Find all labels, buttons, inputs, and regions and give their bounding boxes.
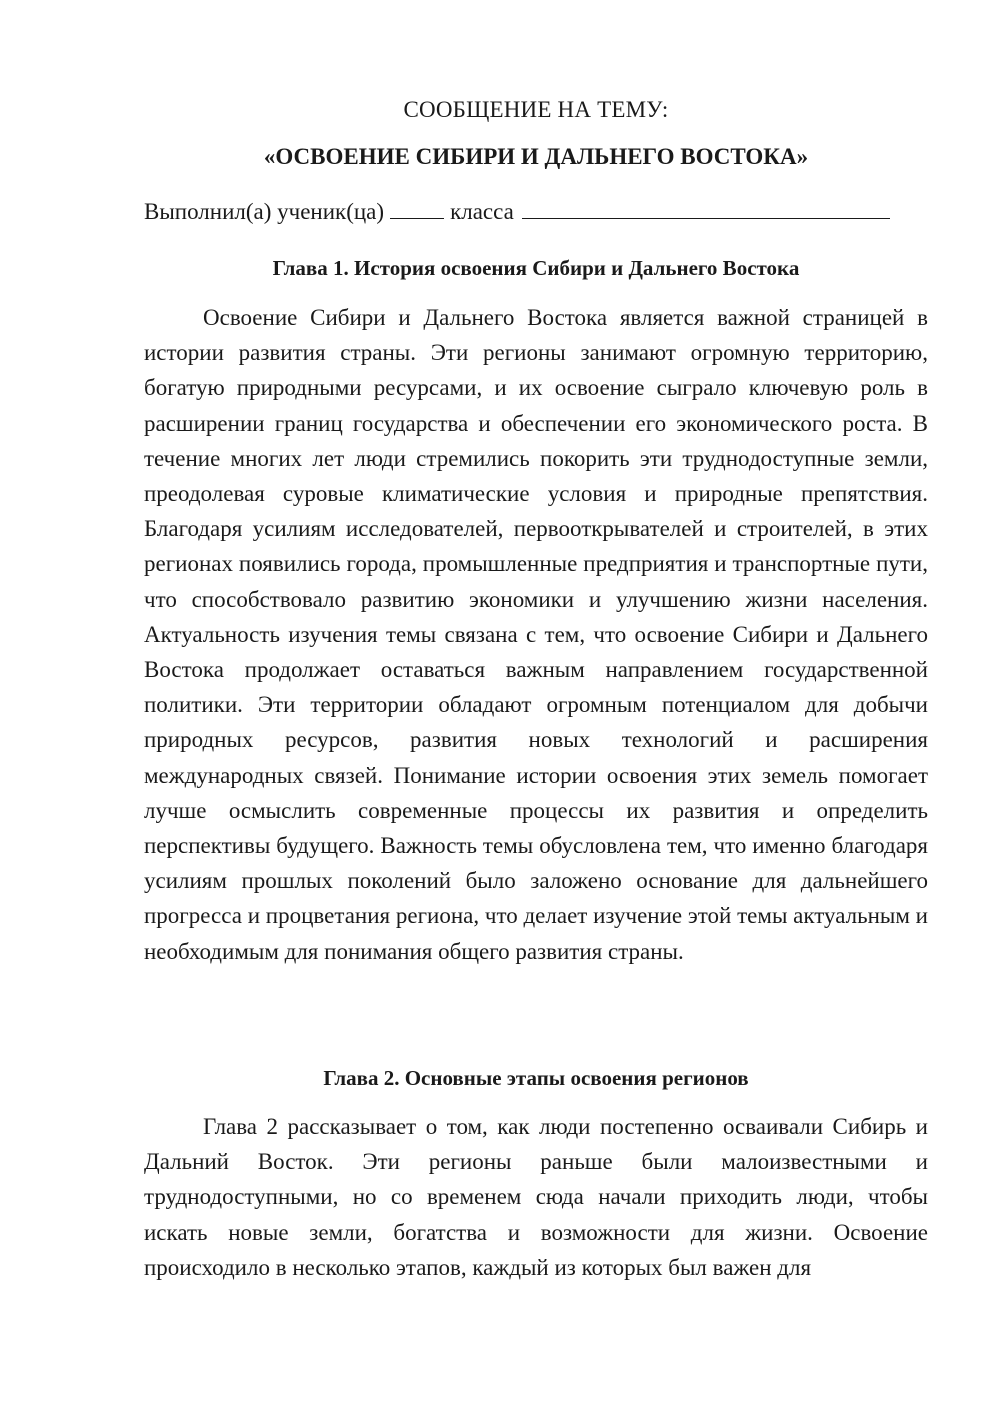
chapter-1-paragraph: Освоение Сибири и Дальнего Востока является важной страницей в истории развития страны. Эти регионы занимают огромную территорию, богатую природными ресурсами, и их освоение сыграло ключевую роль в расширении границ государства и обеспечении его экономического роста. В течение многих лет люди стремились покорить эти труднодоступные земли, преодолевая суровые климатические условия и природные препятствия. Благодаря усилиям исследователей, первооткрывателей и строителей, в этих регионах появились города, промышленные предприятия и транспортные пути, что способствовало развитию экономики и улучшению жизни населения. Актуальность изучения темы связана с тем, что освоение Сибири и Дальнего Востока продолжает оставаться важным направлением государственной политики. Эти территории обладают огромным потенциалом для добычи природных ресурсов, развития новых технологий и расширения международных связей. Понимание истории освоения этих земель помогает лучше осмыслить современные процессы их развития и определить перспективы будущего. Важность темы обусловлена тем, что именно благодаря усилиям прошлых поколений было заложено основание для дальнейшего прогресса и процветания региона, что делает изучение этой темы актуальным и необходимым для понимания общего развития страны. <box>144 305 928 964</box>
document-title-line2: «ОСВОЕНИЕ СИБИРИ И ДАЛЬНЕГО ВОСТОКА» <box>263 144 809 169</box>
chapter-2-paragraph: Глава 2 рассказывает о том, как люди постепенно осваивали Сибирь и Дальний Восток. Эти регионы раньше были малоизвестными и труднодоступными, но со временем сюда начали приходить люди, чтобы искать новые земли, богатства и возможности для жизни. Освоение происходило в несколько этапов, каждый из которых был важен для <box>144 1114 928 1280</box>
name-blank-field <box>522 196 890 219</box>
grade-blank-field <box>390 196 444 219</box>
author-line <box>144 196 928 227</box>
document-title-line1: СООБЩЕНИЕ НА ТЕМУ: <box>403 97 669 122</box>
chapter-2-heading: Глава 2. Основные этапы освоения регионов <box>323 1066 749 1090</box>
author-prefix: Выполнил(а) ученик(ца) <box>144 199 385 224</box>
chapter-1-heading: Глава 1. История освоения Сибири и Дальнего Востока <box>272 256 800 280</box>
author-class-label: класса <box>450 199 514 224</box>
